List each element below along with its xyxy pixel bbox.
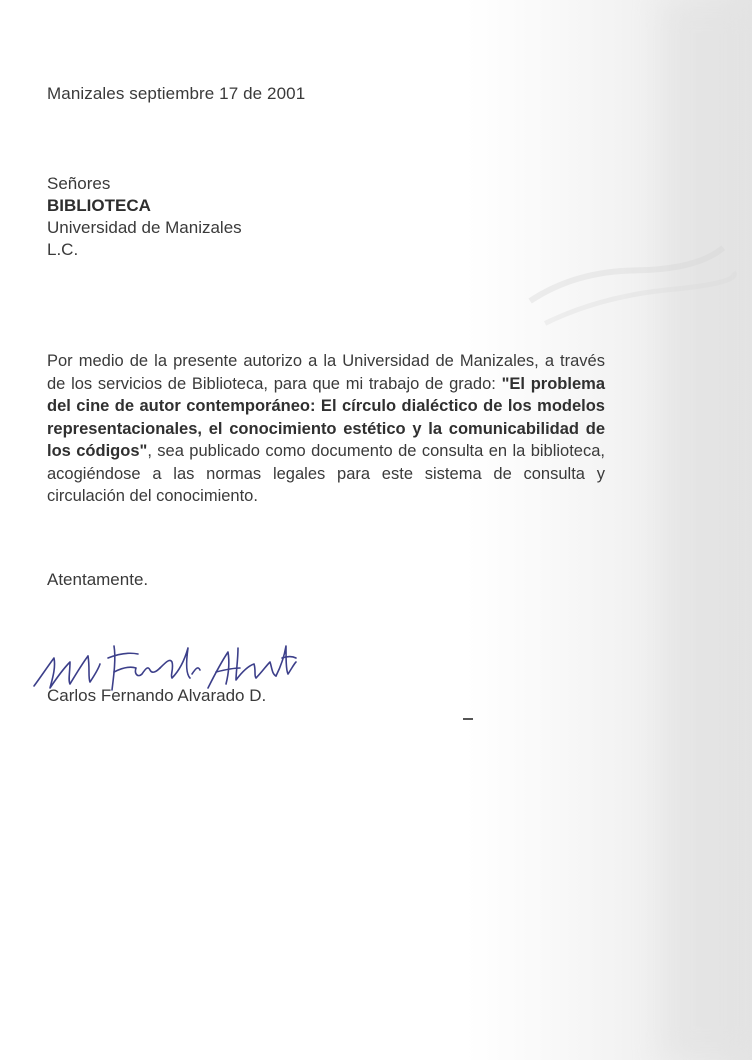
body-intro: Por medio de la presente autorizo a la Universidad de Manizales, a través de los servicios de Biblioteca, para que mi trabajo de grado: (47, 352, 605, 393)
paper-shadow (662, 0, 752, 1060)
ink-speck (463, 717, 473, 721)
letter-closing: Atentamente. (47, 570, 149, 589)
addressee-institution: Universidad de Manizales (47, 218, 242, 237)
letter-body (47, 350, 605, 508)
addressee-city: L.C. (47, 240, 79, 259)
addressee-department: BIBLIOTECA (47, 196, 151, 215)
addressee-block (47, 173, 242, 261)
signer-name: Carlos Fernando Alvarado D. (47, 686, 267, 705)
letter-date: Manizales septiembre 17 de 2001 (47, 84, 306, 103)
body-outro: , sea publicado como documento de consulta en la biblioteca, acogiéndose a las normas legales para este sistema de consulta y circulación del conocimiento. (47, 442, 605, 505)
thesis-title: "El problema del cine de autor contemporáneo: El círculo dialéctico de los modelos representacionales, el conocimiento estético y la comunicabilidad de los códigos" (47, 374, 605, 460)
addressee-salutation: Señores (47, 174, 111, 193)
